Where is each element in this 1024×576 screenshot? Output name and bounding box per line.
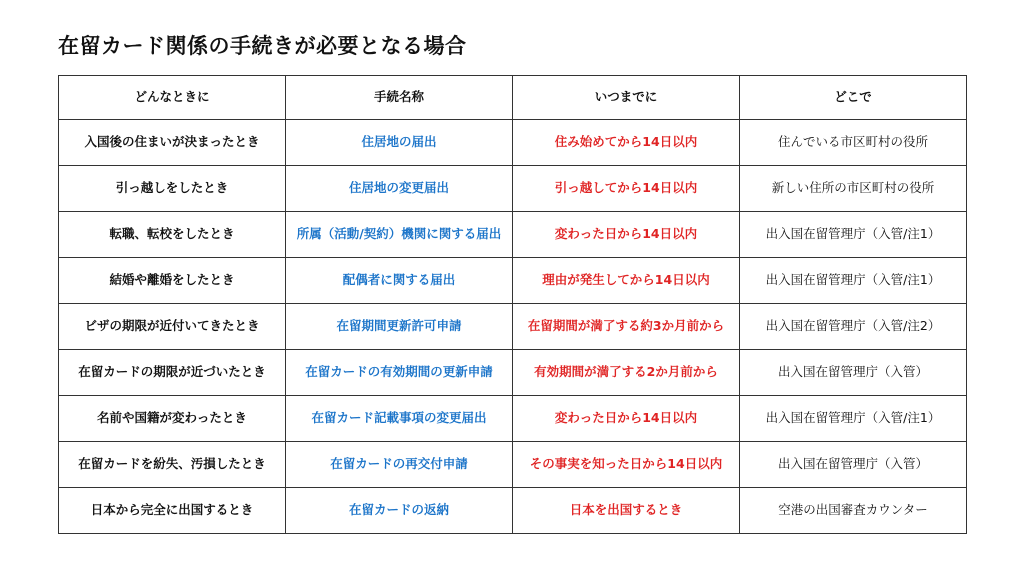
procedure-cell: 在留カード記載事項の変更届出 <box>286 396 513 442</box>
procedure-cell: 住居地の変更届出 <box>286 166 513 212</box>
deadline-cell: 理由が発生してから14日以内 <box>513 258 740 304</box>
table-row <box>59 396 967 442</box>
table-row <box>59 488 967 534</box>
place-cell: 出入国在留管理庁（入管/注1） <box>740 212 967 258</box>
situation-cell: 日本から完全に出国するとき <box>59 488 286 534</box>
situation-cell: 結婚や離婚をしたとき <box>59 258 286 304</box>
table-row <box>59 166 967 212</box>
situation-cell: ビザの期限が近付いてきたとき <box>59 304 286 350</box>
deadline-cell: 変わった日から14日以内 <box>513 212 740 258</box>
place-cell: 空港の出国審査カウンター <box>740 488 967 534</box>
deadline-cell: 有効期間が満了する2か月前から <box>513 350 740 396</box>
place-cell: 新しい住所の市区町村の役所 <box>740 166 967 212</box>
place-cell: 出入国在留管理庁（入管） <box>740 350 967 396</box>
place-cell: 出入国在留管理庁（入管/注2） <box>740 304 967 350</box>
place-cell: 住んでいる市区町村の役所 <box>740 120 967 166</box>
procedure-cell: 在留カードの再交付申請 <box>286 442 513 488</box>
deadline-cell: 引っ越してから14日以内 <box>513 166 740 212</box>
deadline-cell: 変わった日から14日以内 <box>513 396 740 442</box>
procedure-cell: 在留カードの有効期間の更新申請 <box>286 350 513 396</box>
situation-cell: 名前や国籍が変わったとき <box>59 396 286 442</box>
procedure-cell: 在留期間更新許可申請 <box>286 304 513 350</box>
deadline-cell: 日本を出国するとき <box>513 488 740 534</box>
place-cell: 出入国在留管理庁（入管） <box>740 442 967 488</box>
table-row <box>59 304 967 350</box>
place-cell: 出入国在留管理庁（入管/注1） <box>740 258 967 304</box>
situation-cell: 引っ越しをしたとき <box>59 166 286 212</box>
page-title: 在留カード関係の手続きが必要となる場合 <box>58 34 467 58</box>
table-header <box>59 76 967 120</box>
procedure-cell: 所属（活動/契約）機関に関する届出 <box>286 212 513 258</box>
table-body <box>59 120 967 534</box>
header-row <box>59 76 967 120</box>
procedure-cell: 配偶者に関する届出 <box>286 258 513 304</box>
procedure-cell: 住居地の届出 <box>286 120 513 166</box>
situation-cell: 在留カードの期限が近づいたとき <box>59 350 286 396</box>
table-row <box>59 258 967 304</box>
situation-cell: 入国後の住まいが決まったとき <box>59 120 286 166</box>
table-row <box>59 212 967 258</box>
table-row <box>59 442 967 488</box>
place-cell: 出入国在留管理庁（入管/注1） <box>740 396 967 442</box>
situation-cell: 転職、転校をしたとき <box>59 212 286 258</box>
situation-cell: 在留カードを紛失、汚損したとき <box>59 442 286 488</box>
deadline-cell: 在留期間が満了する約3か月前から <box>513 304 740 350</box>
procedures-table <box>58 75 967 534</box>
header-deadline: いつまでに <box>513 76 740 120</box>
table-row <box>59 120 967 166</box>
deadline-cell: 住み始めてから14日以内 <box>513 120 740 166</box>
header-place: どこで <box>740 76 967 120</box>
header-situation: どんなときに <box>59 76 286 120</box>
procedure-cell: 在留カードの返納 <box>286 488 513 534</box>
header-procedure: 手続名称 <box>286 76 513 120</box>
deadline-cell: その事実を知った日から14日以内 <box>513 442 740 488</box>
table-row <box>59 350 967 396</box>
